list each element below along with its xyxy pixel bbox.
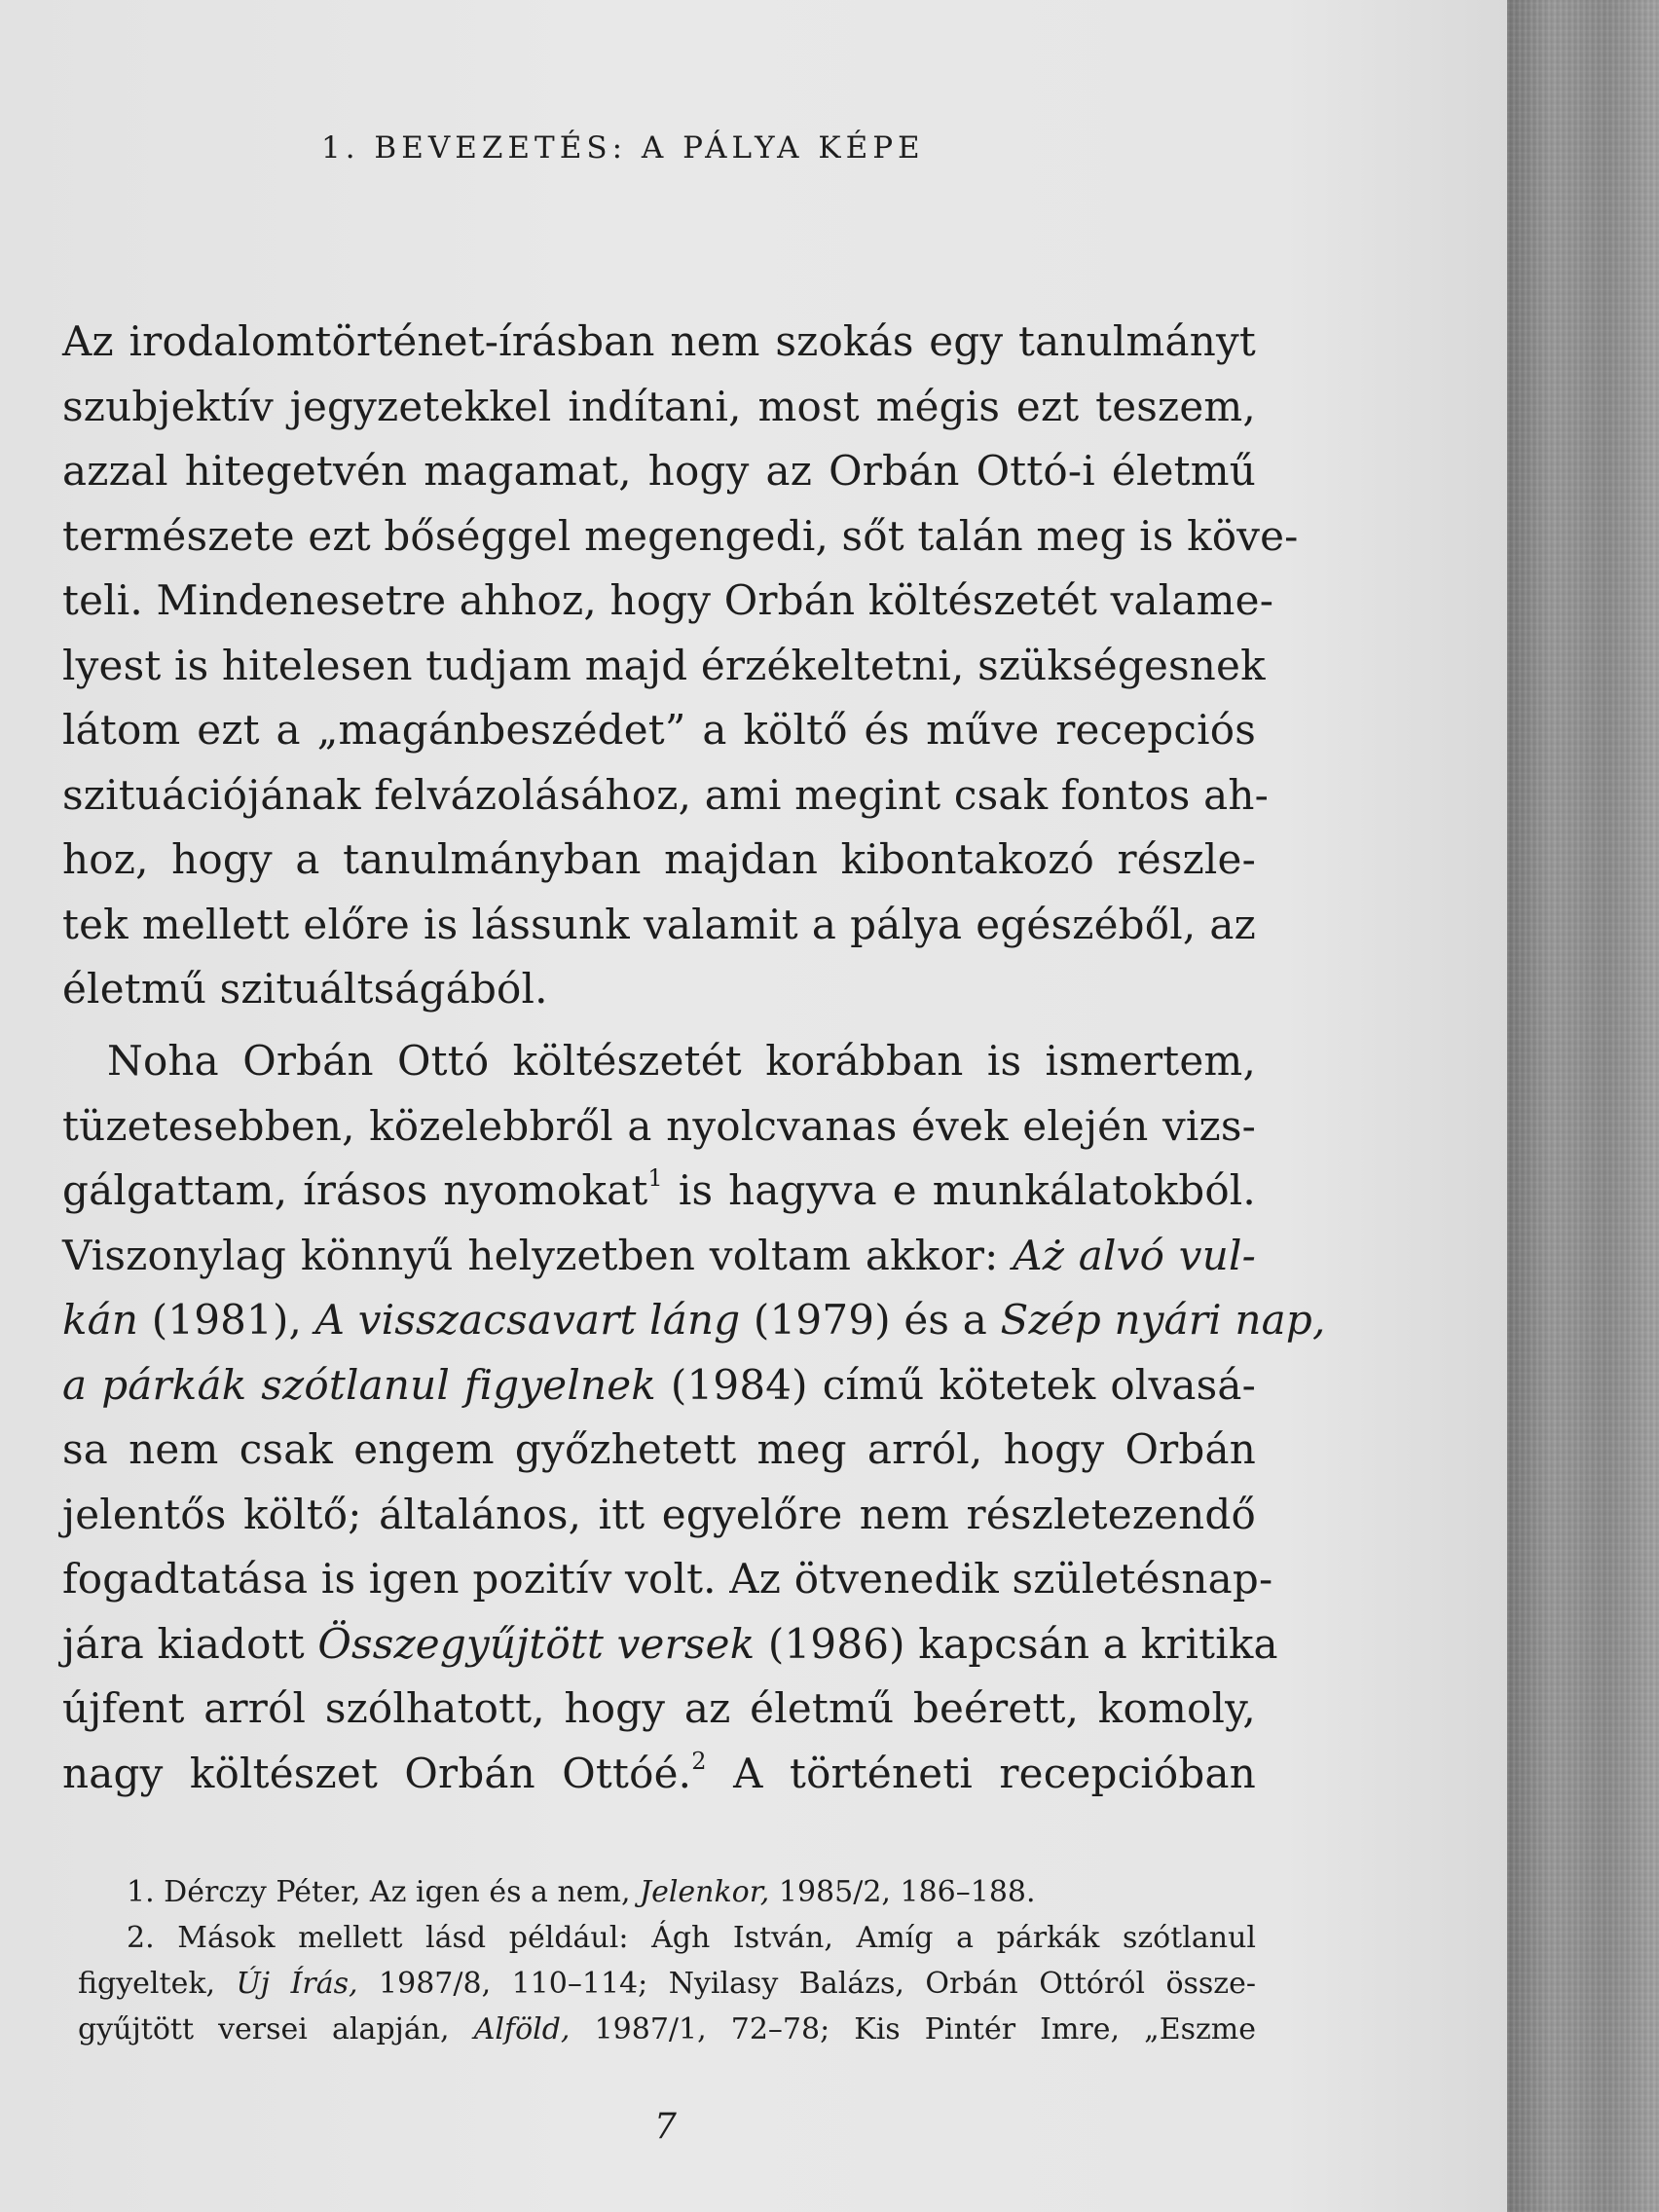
book-title: Összegyűjtött versek — [317, 1619, 756, 1668]
footnote-line — [78, 1961, 1256, 2007]
text-run: (1984) című kötetek olvasá- — [655, 1360, 1256, 1409]
text-line: teli. Mindenesetre ahhoz, hogy Orbán költészetét valame- — [62, 576, 1274, 624]
chapter-heading: 1. BEVEZETÉS: A PÁLYA KÉPE — [321, 130, 925, 166]
page-number: 7 — [654, 2107, 677, 2147]
text-line — [62, 1742, 1256, 1807]
footnote-ref-1[interactable]: 1 — [647, 1164, 663, 1192]
text-line: lyest is hitelesen tudjam majd érzékeltetni, szükségesnek — [62, 641, 1266, 689]
footnote-1 — [78, 1869, 1256, 1915]
text-line: természete ezt bőséggel megengedi, sőt talán meg is köve- — [62, 511, 1299, 560]
text-run: (1981), — [138, 1296, 315, 1344]
text-run: 1. Dérczy Péter, Az igen és a nem, — [127, 1875, 641, 1909]
paragraph-2 — [62, 1029, 1326, 1806]
text-run: Viszonylag könnyű helyzetben voltam akkor: — [62, 1231, 1014, 1279]
text-line — [62, 1288, 1326, 1353]
footnotes — [78, 1869, 1256, 2052]
text-line: Noha Orbán Ottó költészetét korábban is ismertem, — [107, 1037, 1256, 1085]
book-title: Aż alvó vul- — [1013, 1231, 1256, 1279]
paragraph-1 — [62, 310, 1299, 1022]
text-run: figyeltek, — [78, 1967, 237, 2001]
text-line: Az irodalomtörténet-írásban nem szokás egy tanulmányt — [62, 317, 1256, 365]
page-stack-edge — [1507, 0, 1659, 2212]
text-line — [62, 1612, 1278, 1677]
text-line: látom ezt a „magánbeszédet” a költő és műve recepciós — [62, 706, 1256, 754]
journal-title: Alföld, — [473, 2012, 571, 2046]
text-run: gálgattam, írásos nyomokat — [62, 1166, 648, 1214]
text-run: 1987/1, 72–78; Kis Pintér Imre, „Eszme — [570, 2012, 1256, 2046]
text-line: fogadtatása is igen pozitív volt. Az ötvenedik születésnap- — [62, 1555, 1273, 1603]
text-run: is hagyva e munkálatokból. — [662, 1166, 1256, 1214]
footnote-2 — [78, 1915, 1256, 2052]
text-line: szituációjának felvázolásához, ami megint csak fontos ah- — [62, 770, 1269, 819]
footnote-line: 2. Mások mellett lásd például: Ágh István, Amíg a párkák szótlanul — [127, 1921, 1256, 1955]
text-line: életmű szituáltságából. — [62, 965, 548, 1013]
text-line: szubjektív jegyzetekkel indítani, most mégis ezt teszem, — [62, 382, 1256, 430]
text-line: sa nem csak engem győzhetett meg arról, hogy Orbán — [62, 1425, 1256, 1473]
footnote-line — [78, 2007, 1256, 2052]
text-run: 1987/8, 110–114; Nyilasy Balázs, Orbán Ottóról össze- — [357, 1967, 1256, 2001]
text-line: jelentős költő; általános, itt egyelőre nem részletezendő — [62, 1490, 1256, 1538]
text-line: hoz, hogy a tanulmányban majdan kibontakozó részle- — [62, 835, 1256, 883]
text-run: A történeti recepcióban — [706, 1749, 1256, 1797]
text-line: újfent arról szólhatott, hogy az életmű beérett, komoly, — [62, 1684, 1256, 1732]
book-title: A visszacsavart láng — [314, 1296, 741, 1344]
text-run: (1979) és a — [740, 1296, 1001, 1344]
text-line — [62, 1224, 1256, 1289]
text-line — [62, 1353, 1256, 1419]
footnote-ref-2[interactable]: 2 — [691, 1747, 707, 1775]
text-run: jára kiadott — [62, 1619, 318, 1668]
text-line: tüzetesebben, közelebbről a nyolcvanas évek elején vizs- — [62, 1101, 1256, 1150]
text-run: (1986) kapcsán a kritika — [755, 1619, 1278, 1668]
book-title: kán — [62, 1296, 139, 1344]
text-line — [62, 1159, 1256, 1224]
book-title: Szép nyári nap, — [1000, 1296, 1326, 1344]
text-line: azzal hitegetvén magamat, hogy az Orbán Ottó-i életmű — [62, 447, 1256, 495]
text-run: gyűjtött versei alapján, — [78, 2012, 474, 2046]
text-run: 1985/2, 186–188. — [769, 1875, 1036, 1909]
book-title: a párkák szótlanul figyelnek — [62, 1360, 656, 1409]
journal-title: Új Írás, — [236, 1967, 358, 2001]
journal-title: Jelenkor, — [640, 1875, 770, 1909]
text-line: tek mellett előre is lássunk valamit a pálya egészéből, az — [62, 900, 1256, 948]
text-run: nagy költészet Orbán Ottóé. — [62, 1749, 692, 1797]
footnote-line — [78, 1869, 1256, 1915]
